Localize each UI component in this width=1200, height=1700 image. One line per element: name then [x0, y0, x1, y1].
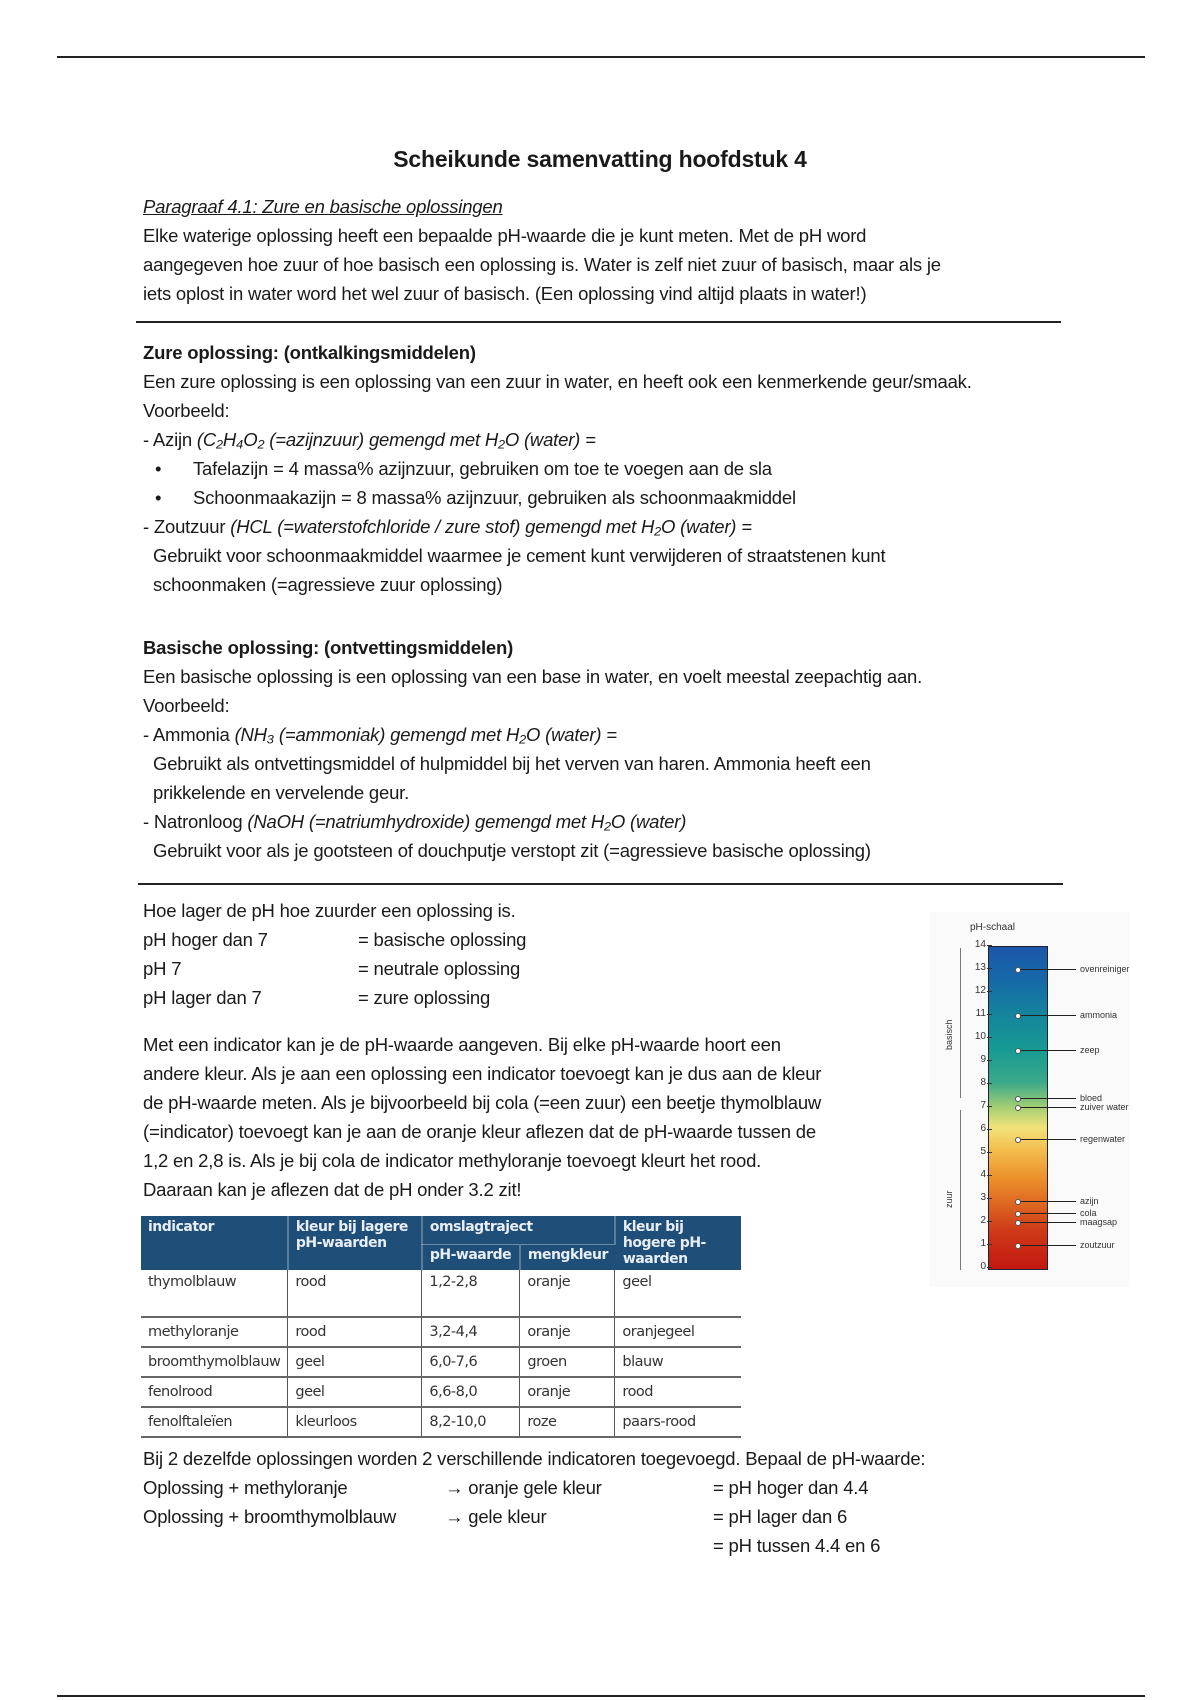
- intro-line: aangegeven hoe zuur of hoe basisch een oplossing is. Water is zelf niet zuur of basisch, maar als je: [143, 254, 941, 275]
- basic-bracket: [960, 948, 961, 1098]
- ph-marker-label: azijn: [1080, 1196, 1099, 1207]
- ph-tick-label: 14: [966, 939, 986, 950]
- base-description: Een basische oplossing is een oplossing van een base in water, en voelt meestal zeepachtig aan.: [143, 666, 923, 687]
- ph-marker-line: [1018, 1139, 1076, 1140]
- ph-marker-label: ammonia: [1080, 1010, 1118, 1020]
- base-example-label: Voorbeeld:: [143, 695, 230, 716]
- ph-marker-label: ovenreiniger: [1080, 964, 1130, 974]
- exercise-row: Oplossing + methyloranje → oranje gele kleur = pH hoger dan 4.4: [143, 1477, 869, 1498]
- table-row: fenolrood geel 6,6-8,0 oranje rood: [141, 1377, 741, 1407]
- page-top-rule: [57, 56, 1145, 58]
- ph-tick-label: 9: [966, 1054, 986, 1065]
- ph-tick-label: 7: [966, 1100, 986, 1111]
- acid-section: [143, 338, 972, 599]
- exercise-row: Oplossing + broomthymolblauw → gele kleur = pH lager dan 6: [143, 1506, 848, 1527]
- ph-marker-line: [1018, 1245, 1076, 1246]
- ph-tick-label: 1: [966, 1238, 986, 1249]
- ph-tick-label: 2: [966, 1215, 986, 1226]
- zoutzuur-formula: (HCL (=waterstofchloride / zure stof) gemengd met H₂O (water) =: [230, 516, 752, 537]
- intro-line: Elke waterige oplossing heeft een bepaalde pH-waarde die je kunt meten. Met de pH word: [143, 225, 867, 246]
- ph-marker-label: maagsap: [1080, 1217, 1118, 1227]
- table-row: broomthymolblauw geel 6,0-7,6 groen blauw: [141, 1347, 741, 1377]
- table-row: thymolblauw rood 1,2-2,8 oranje geel: [141, 1270, 741, 1317]
- col-header-range: omslagtraject: [422, 1216, 615, 1244]
- base-section: [143, 633, 922, 865]
- zoutzuur-desc: Gebruikt voor schoonmaakmiddel waarmee je cement kunt verwijderen of straatstenen kunt: [153, 545, 886, 566]
- indicator-table: [141, 1216, 741, 1438]
- ph-tick-label: 0: [966, 1261, 986, 1272]
- ph-marker-label: zoutzuur: [1080, 1240, 1115, 1250]
- ph-rules: [143, 896, 526, 1012]
- bullet-item: • Tafelazijn = 4 massa% azijnzuur, gebruiken om toe te voegen aan de sla: [143, 454, 972, 483]
- natronloog-formula: (NaOH (=natriumhydroxide) gemengd met H₂O (water): [247, 811, 687, 832]
- ph-marker-line: [1018, 1107, 1076, 1108]
- ph-marker-line: [1018, 1222, 1076, 1223]
- acid-heading: Zure oplossing: (ontkalkingsmiddelen): [143, 342, 476, 363]
- acid-description: Een zure oplossing is een oplossing van een zuur in water, en heeft ook een kenmerkende geur/smaak.: [143, 371, 972, 392]
- ph-marker-label: bloed: [1080, 1092, 1103, 1103]
- document-title: Scheikunde samenvatting hoofdstuk 4: [393, 146, 807, 172]
- intro-block: [143, 192, 941, 308]
- zoutzuur-desc: schoonmaken (=agressieve zuur oplossing): [153, 574, 503, 595]
- section-divider: [136, 321, 1061, 323]
- ammonia-desc: prikkelende en vervelende geur.: [153, 782, 410, 803]
- table-row: methyloranje rood 3,2-4,4 oranje oranjegeel: [141, 1317, 741, 1347]
- ph-tick-label: 11: [966, 1008, 986, 1019]
- bullet-item: • Schoonmaakazijn = 8 massa% azijnzuur, gebruiken als schoonmaakmiddel: [143, 483, 972, 512]
- ph-marker-line: [1018, 1015, 1076, 1016]
- ph-marker-label: zuiver water: [1080, 1102, 1129, 1112]
- acid-bracket: [960, 1110, 961, 1270]
- acid-example-label: Voorbeeld:: [143, 400, 230, 421]
- ph-scale-title: pH-schaal: [970, 922, 1016, 933]
- ammonia-line: - Ammonia (NH₃ (=ammoniak) gemengd met H₂O (water) =: [143, 724, 617, 745]
- exercise-intro: Bij 2 dezelfde oplossingen worden 2 verschillende indicatoren toegevoegd. Bepaal de pH-waarde:: [143, 1448, 926, 1469]
- natronloog-desc: Gebruikt voor als je gootsteen of douchputje verstopt zit (=agressieve basische oplossing): [153, 840, 871, 861]
- ph-marker-label: regenwater: [1080, 1134, 1126, 1145]
- page-bottom-rule: [57, 1695, 1145, 1697]
- intro-line: iets oplost in water word het wel zuur of basisch. (Een oplossing vind altijd plaats in water!): [143, 283, 867, 304]
- exercise: [143, 1444, 925, 1560]
- table-row: fenolftaleïen kleurloos 8,2-10,0 roze paars-rood: [141, 1407, 741, 1437]
- ph-marker-line: [1018, 1201, 1076, 1202]
- ph-marker-line: [1018, 969, 1076, 970]
- ph-marker-line: [1018, 1098, 1076, 1099]
- ph-tick-label: 4: [966, 1169, 986, 1180]
- ph-tick-label: 6: [966, 1123, 986, 1134]
- zoutzuur-line: - Zoutzuur (HCL (=waterstofchloride / zure stof) gemengd met H₂O (water) =: [143, 516, 752, 537]
- ph-rule-row: pH hoger dan 7 = basische oplossing: [143, 929, 527, 950]
- azijn-line: - Azijn (C₂H₄O₂ (=azijnzuur) gemengd met H₂O (water) =: [143, 429, 596, 450]
- paragraph-heading: Paragraaf 4.1: Zure en basische oplossingen: [143, 196, 503, 217]
- azijn-formula: (C₂H₄O₂ (=azijnzuur) gemengd met H₂O (water) =: [196, 429, 596, 450]
- exercise-row: = pH tussen 4.4 en 6: [713, 1535, 881, 1556]
- ph-tick-label: 12: [966, 985, 986, 996]
- basic-axis-label: basisch: [944, 1019, 954, 1050]
- indicator-text: Met een indicator kan je de pH-waarde aangeven. Bij elke pH-waarde hoort een andere kleur. Als je aan een oplossing een indicator toevoegt kan je dus aan de kleur de pH-waarde meten. Als je bijvoorbeeld bij cola (=een zuur) een beetje thymolblauw (=indicator) toevoegt kan je aan de oranje kleur aflezen dat de pH-waarde tussen de 1,2 en 2,8 is. Als je bij cola de indicator methyloranje toevoegt kleurt het rood. Daaraan kan je aflezen dat de pH onder 3.2 zit!: [143, 1034, 822, 1200]
- natronloog-line: - Natronloog (NaOH (=natriumhydroxide) gemengd met H₂O (water): [143, 811, 687, 832]
- ph-marker-label: cola: [1080, 1207, 1097, 1218]
- col-header-low: kleur bij lagere pH-waarden: [288, 1216, 422, 1270]
- ph-marker-line: [1018, 1050, 1076, 1051]
- ph-scale-figure: [930, 912, 1130, 1287]
- ph-tick-label: 10: [966, 1031, 986, 1042]
- col-header-high: kleur bij hogere pH-waarden: [615, 1216, 741, 1270]
- ammonia-desc: Gebruikt als ontvettingsmiddel of hulpmiddel bij het verven van haren. Ammonia heeft een: [153, 753, 871, 774]
- ph-rules-intro: Hoe lager de pH hoe zuurder een oplossing is.: [143, 900, 516, 921]
- ph-marker-label: zeep: [1080, 1044, 1100, 1055]
- ph-tick-label: 3: [966, 1192, 986, 1203]
- ph-rule-row: pH lager dan 7 = zure oplossing: [143, 987, 491, 1008]
- col-header-range-ph: pH-waarde: [422, 1244, 520, 1270]
- ph-marker-line: [1018, 1213, 1076, 1214]
- section-divider: [138, 883, 1063, 885]
- col-header-indicator: indicator: [141, 1216, 288, 1270]
- acid-axis-label: zuur: [944, 1190, 954, 1208]
- ammonia-formula: (NH₃ (=ammoniak) gemengd met H₂O (water) =: [234, 724, 617, 745]
- ph-tick-label: 13: [966, 962, 986, 973]
- ph-tick-label: 5: [966, 1146, 986, 1157]
- base-heading: Basische oplossing: (ontvettingsmiddelen): [143, 637, 514, 658]
- ph-tick-label: 8: [966, 1077, 986, 1088]
- col-header-range-mix: mengkleur: [520, 1244, 615, 1270]
- ph-rule-row: pH 7 = neutrale oplossing: [143, 958, 521, 979]
